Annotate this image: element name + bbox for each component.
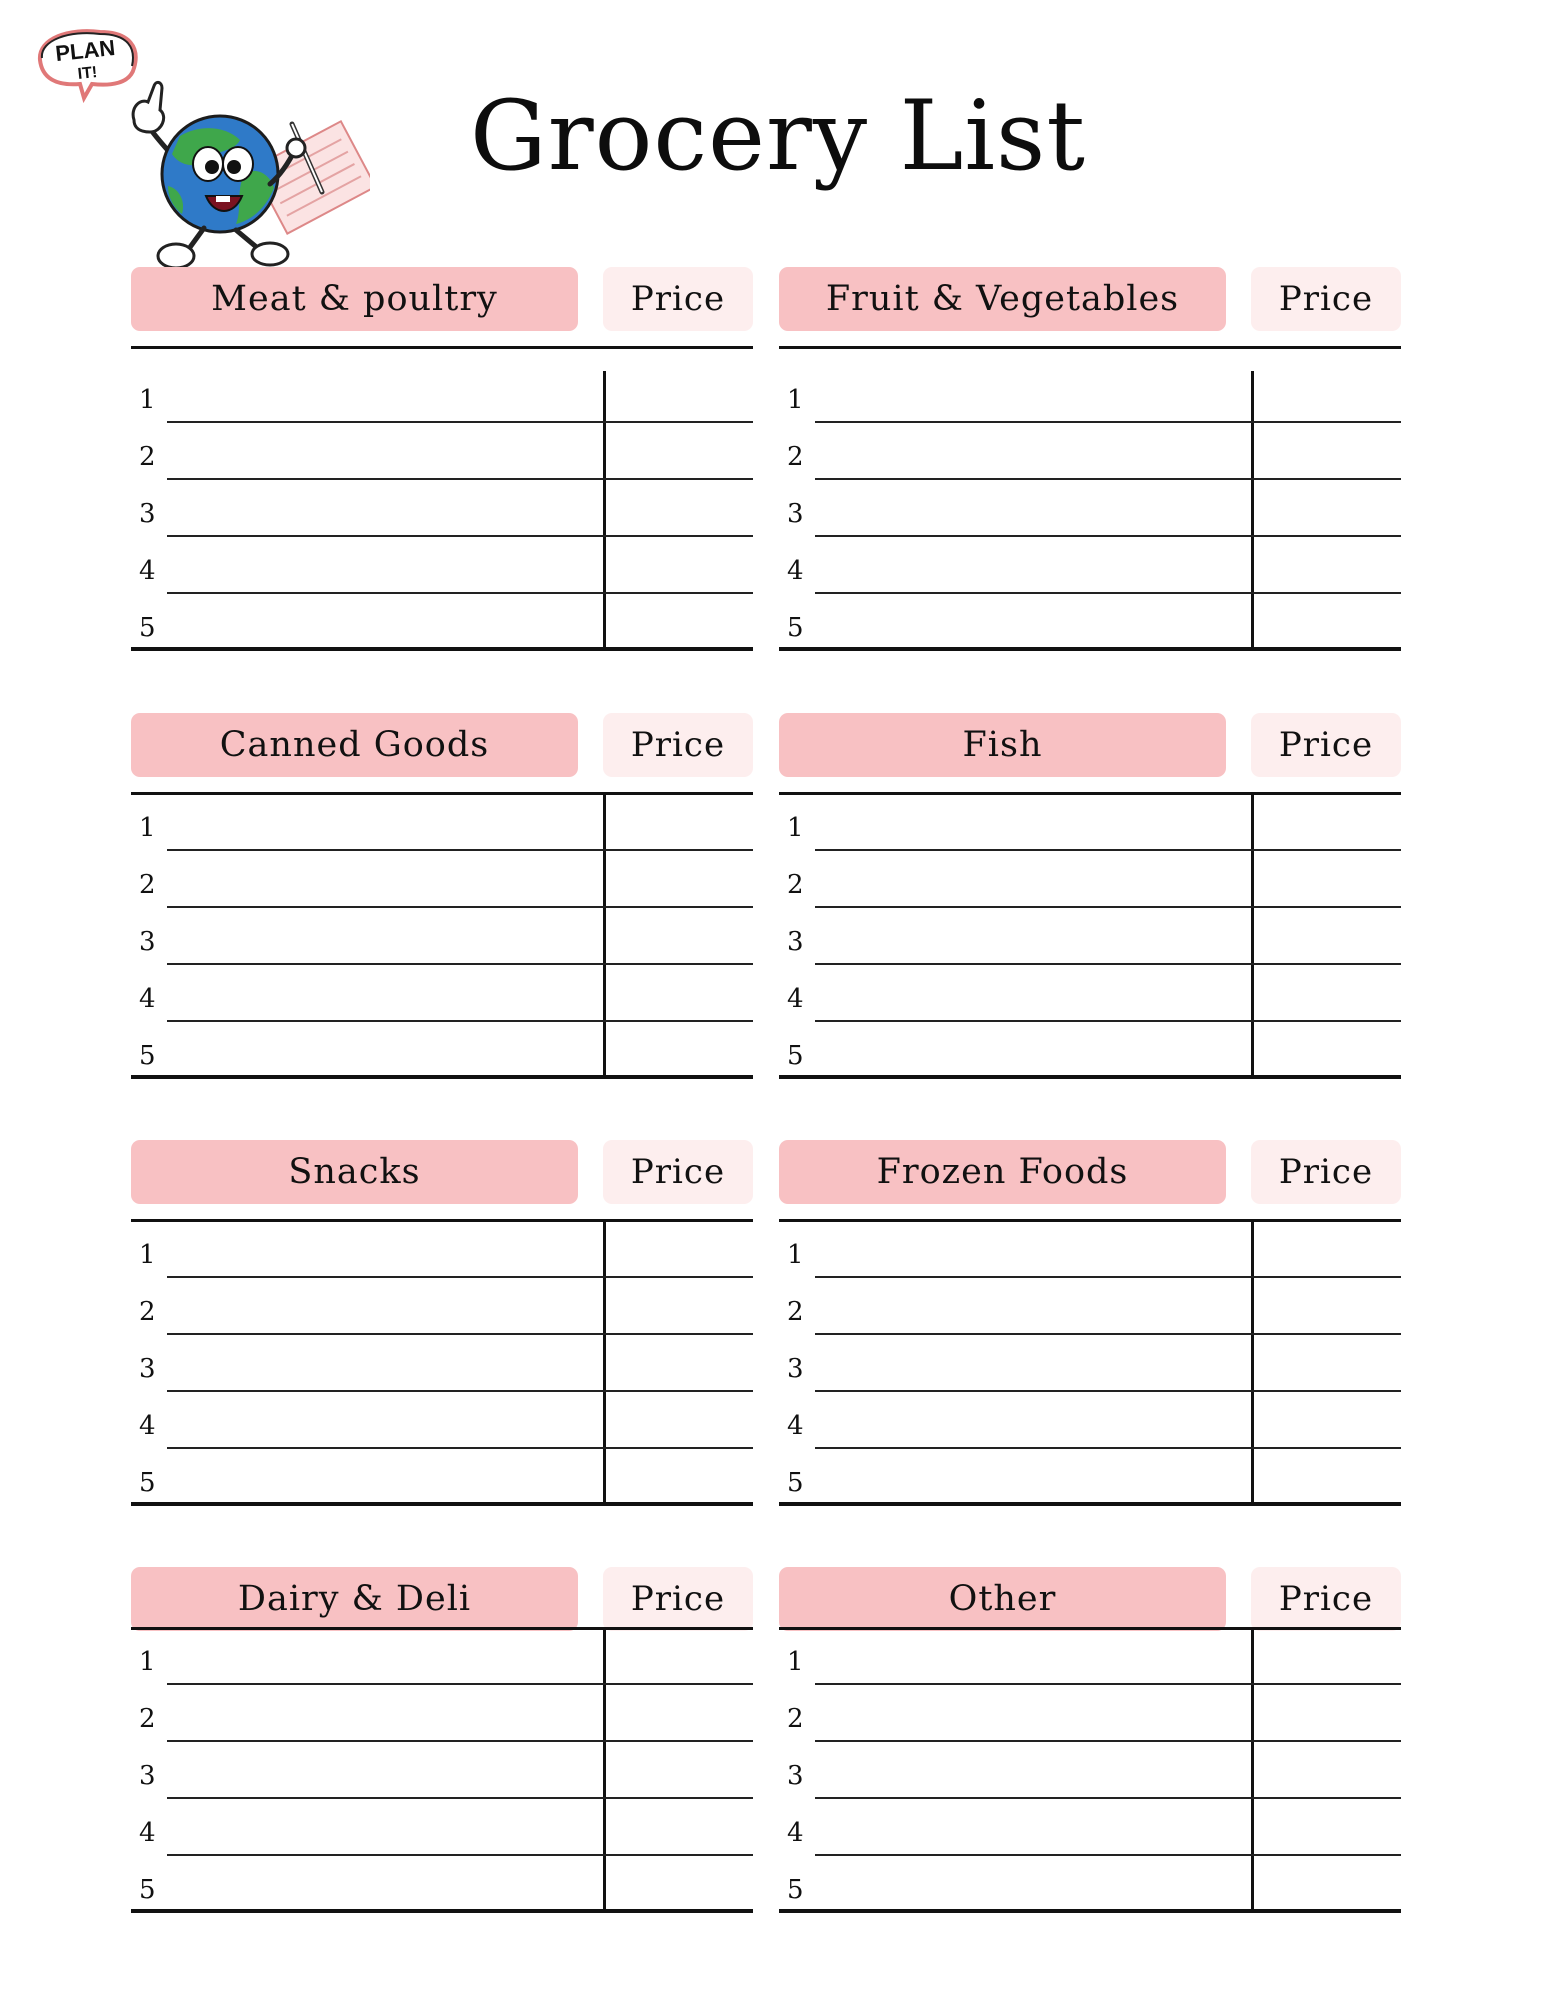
list-item[interactable] — [779, 1022, 1401, 1079]
list-item[interactable] — [131, 965, 753, 1022]
list-item[interactable] — [131, 1856, 753, 1913]
list-item[interactable] — [779, 1449, 1401, 1506]
list-item[interactable] — [779, 1392, 1401, 1449]
section-bottom-rule — [131, 1502, 753, 1506]
list-item[interactable] — [131, 1278, 753, 1335]
list-item[interactable] — [779, 965, 1401, 1022]
row-number: 5 — [787, 1468, 804, 1498]
price-column-header: Price — [1251, 267, 1401, 331]
section-other — [779, 1567, 1401, 1913]
section-bottom-rule — [779, 1075, 1401, 1079]
section-bottom-rule — [779, 1909, 1401, 1913]
list-item[interactable] — [131, 794, 753, 851]
row-number: 2 — [787, 442, 804, 472]
list-item[interactable] — [131, 1392, 753, 1449]
list-item[interactable] — [779, 594, 1401, 651]
price-column-header: Price — [1251, 713, 1401, 777]
list-item[interactable] — [779, 1278, 1401, 1335]
section-fruit-vegetables — [779, 267, 1401, 651]
svg-text:IT!: IT! — [76, 64, 99, 83]
price-column-header: Price — [603, 1567, 753, 1631]
section-header: Snacks — [131, 1140, 578, 1204]
list-item[interactable] — [131, 851, 753, 908]
section-header: Canned Goods — [131, 713, 578, 777]
row-number: 2 — [139, 1297, 156, 1327]
list-item[interactable] — [131, 537, 753, 594]
list-item[interactable] — [779, 794, 1401, 851]
row-number: 2 — [139, 870, 156, 900]
row-number: 3 — [787, 927, 804, 957]
section-bottom-rule — [131, 1909, 753, 1913]
row-number: 3 — [787, 1354, 804, 1384]
list-item[interactable] — [131, 594, 753, 651]
list-item[interactable] — [131, 1449, 753, 1506]
section-header: Dairy & Deli — [131, 1567, 578, 1631]
list-item[interactable] — [131, 1628, 753, 1685]
list-item[interactable] — [131, 1022, 753, 1079]
list-item[interactable] — [779, 1742, 1401, 1799]
section-bottom-rule — [131, 1075, 753, 1079]
section-top-rule — [779, 346, 1401, 349]
section-header: Fruit & Vegetables — [779, 267, 1226, 331]
row-number: 4 — [787, 1411, 804, 1441]
list-item[interactable] — [131, 1221, 753, 1278]
list-item[interactable] — [779, 851, 1401, 908]
price-column-header: Price — [603, 1140, 753, 1204]
price-column-header: Price — [603, 713, 753, 777]
section-dairy-deli — [131, 1567, 753, 1913]
row-number: 3 — [787, 1761, 804, 1791]
section-top-rule — [131, 346, 753, 349]
row-number: 5 — [787, 1875, 804, 1905]
row-number: 5 — [787, 1041, 804, 1071]
row-number: 2 — [787, 1704, 804, 1734]
list-item[interactable] — [779, 1856, 1401, 1913]
row-number: 1 — [787, 385, 804, 415]
row-number: 4 — [787, 984, 804, 1014]
row-number: 4 — [139, 984, 156, 1014]
section-bottom-rule — [779, 647, 1401, 651]
list-item[interactable] — [131, 1799, 753, 1856]
list-item[interactable] — [779, 1628, 1401, 1685]
row-number: 2 — [139, 1704, 156, 1734]
list-item[interactable] — [779, 1221, 1401, 1278]
row-number: 3 — [139, 1354, 156, 1384]
section-snacks — [131, 1140, 753, 1506]
row-number: 3 — [139, 927, 156, 957]
row-number: 4 — [139, 1411, 156, 1441]
price-column-header: Price — [603, 267, 753, 331]
list-item[interactable] — [779, 1335, 1401, 1392]
list-item[interactable] — [131, 1685, 753, 1742]
row-number: 1 — [139, 1647, 156, 1677]
row-number: 4 — [139, 1818, 156, 1848]
list-item[interactable] — [131, 480, 753, 537]
svg-text:PLAN: PLAN — [54, 34, 117, 67]
section-canned-goods — [131, 713, 753, 1079]
row-number: 5 — [139, 613, 156, 643]
list-item[interactable] — [131, 1335, 753, 1392]
plan-it-globe-mascot-logo — [30, 24, 370, 274]
list-item[interactable] — [131, 366, 753, 423]
row-number: 1 — [787, 1240, 804, 1270]
list-item[interactable] — [131, 908, 753, 965]
section-frozen-foods — [779, 1140, 1401, 1506]
row-number: 1 — [787, 813, 804, 843]
row-number: 1 — [139, 1240, 156, 1270]
row-number: 4 — [787, 1818, 804, 1848]
row-number: 1 — [139, 813, 156, 843]
list-item[interactable] — [779, 480, 1401, 537]
section-fish — [779, 713, 1401, 1079]
row-number: 5 — [139, 1875, 156, 1905]
row-number: 5 — [139, 1041, 156, 1071]
section-header: Other — [779, 1567, 1226, 1631]
list-item[interactable] — [779, 537, 1401, 594]
row-number: 5 — [787, 613, 804, 643]
price-column-header: Price — [1251, 1567, 1401, 1631]
price-column-header: Price — [1251, 1140, 1401, 1204]
section-bottom-rule — [779, 1502, 1401, 1506]
row-number: 2 — [787, 870, 804, 900]
section-header: Frozen Foods — [779, 1140, 1226, 1204]
section-header: Fish — [779, 713, 1226, 777]
section-bottom-rule — [131, 647, 753, 651]
row-number: 4 — [787, 556, 804, 586]
row-number: 1 — [139, 385, 156, 415]
row-number: 5 — [139, 1468, 156, 1498]
row-number: 3 — [139, 499, 156, 529]
list-item[interactable] — [131, 1742, 753, 1799]
section-meat-poultry — [131, 267, 753, 651]
list-item[interactable] — [779, 908, 1401, 965]
list-item[interactable] — [779, 366, 1401, 423]
page-title: Grocery List — [470, 80, 1086, 192]
list-item[interactable] — [131, 423, 753, 480]
list-item[interactable] — [779, 1799, 1401, 1856]
section-header: Meat & poultry — [131, 267, 578, 331]
row-number: 3 — [139, 1761, 156, 1791]
list-item[interactable] — [779, 423, 1401, 480]
list-item[interactable] — [779, 1685, 1401, 1742]
row-number: 3 — [787, 499, 804, 529]
row-number: 2 — [787, 1297, 804, 1327]
row-number: 2 — [139, 442, 156, 472]
row-number: 4 — [139, 556, 156, 586]
row-number: 1 — [787, 1647, 804, 1677]
